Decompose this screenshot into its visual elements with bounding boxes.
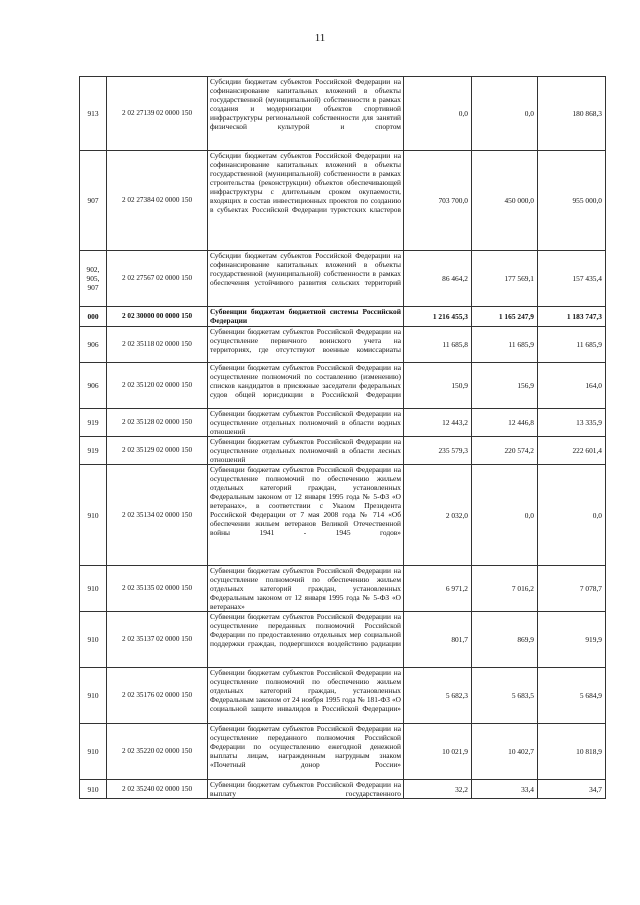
- amount-cell: 2 032,0: [404, 465, 472, 566]
- budget-code-cell: 2 02 35120 02 0000 150: [107, 363, 208, 409]
- admin-code-cell: 000: [80, 307, 107, 327]
- table-row: [80, 612, 606, 668]
- description-cell: Субвенции бюджетам субъектов Российской Федерации на осуществление переданных полномочий Российской Федерации по предоставлению отдельных мер социальной поддержки граждан, подвергшихся воздействию радиации: [208, 612, 404, 668]
- amount-cell: 0,0: [472, 77, 538, 151]
- admin-code-cell: 910: [80, 668, 107, 724]
- amount-cell: 7 078,7: [538, 566, 606, 612]
- amount-cell: 13 335,9: [538, 409, 606, 437]
- table-row: [80, 77, 606, 151]
- table-row: [80, 151, 606, 251]
- amount-cell: 32,2: [404, 780, 472, 799]
- amount-cell: 33,4: [472, 780, 538, 799]
- amount-cell: 5 682,3: [404, 668, 472, 724]
- table-row: [80, 465, 606, 566]
- amount-cell: 7 016,2: [472, 566, 538, 612]
- description-cell: Субвенции бюджетам субъектов Российской Федерации на осуществление отдельных полномочий в области лесных отношений: [208, 437, 404, 465]
- amount-cell: 11 685,9: [538, 327, 606, 363]
- amount-cell: 10 818,9: [538, 724, 606, 780]
- table-row: [80, 363, 606, 409]
- table-row: [80, 327, 606, 363]
- admin-code-cell: 919: [80, 409, 107, 437]
- table-body: [80, 77, 606, 799]
- page-number: 11: [314, 32, 326, 44]
- table-row: [80, 780, 606, 799]
- description-cell: Субвенции бюджетам субъектов Российской Федерации на осуществление полномочий по обеспечению жильем отдельных категорий граждан, установленных Федеральным законом от 24 ноября 1995 года № 181-ФЗ «О социальной защите инвалидов в Российской Федерации»: [208, 668, 404, 724]
- budget-code-cell: 2 02 35240 02 0000 150: [107, 780, 208, 799]
- description-cell: Субвенции бюджетам субъектов Российской Федерации на осуществление отдельных полномочий в области водных отношений: [208, 409, 404, 437]
- budget-table: [79, 76, 606, 799]
- amount-cell: 0,0: [472, 465, 538, 566]
- budget-code-cell: 2 02 35118 02 0000 150: [107, 327, 208, 363]
- budget-code-cell: 2 02 35129 02 0000 150: [107, 437, 208, 465]
- amount-cell: 5 683,5: [472, 668, 538, 724]
- amount-cell: 0,0: [538, 465, 606, 566]
- amount-cell: 34,7: [538, 780, 606, 799]
- table-row: [80, 251, 606, 307]
- description-cell: Субвенции бюджетам субъектов Российской Федерации на осуществление первичного воинского учета на территориях, где отсутствуют военные комиссариаты: [208, 327, 404, 363]
- amount-cell: 220 574,2: [472, 437, 538, 465]
- amount-cell: 86 464,2: [404, 251, 472, 307]
- description-cell: Субвенции бюджетам субъектов Российской Федерации на выплату государственного: [208, 780, 404, 799]
- admin-code-cell: 910: [80, 780, 107, 799]
- amount-cell: 180 868,3: [538, 77, 606, 151]
- amount-cell: 177 569,1: [472, 251, 538, 307]
- description-cell: Субсидии бюджетам субъектов Российской Федерации на софинансирование капитальных вложений в объекты государственной (муниципальной) собственности в рамках строительства (реконструкции) объектов обеспечивающей инфраструктуры с длительным сроком окупаемости, входящих в состав инвестиционных проектов по созданию в субъектах Российской Федерации туристских кластеров: [208, 151, 404, 251]
- budget-code-cell: 2 02 35134 02 0000 150: [107, 465, 208, 566]
- amount-cell: 5 684,9: [538, 668, 606, 724]
- amount-cell: 955 000,0: [538, 151, 606, 251]
- budget-code-cell: 2 02 35135 02 0000 150: [107, 566, 208, 612]
- amount-cell: 1 183 747,3: [538, 307, 606, 327]
- description-cell: Субсидии бюджетам субъектов Российской Федерации на софинансирование капитальных вложений в объекты государственной (муниципальной) собственности в рамках обеспечения устойчивого развития сельских территорий: [208, 251, 404, 307]
- amount-cell: 164,0: [538, 363, 606, 409]
- admin-code-cell: 910: [80, 612, 107, 668]
- description-cell: Субвенции бюджетам субъектов Российской Федерации на осуществление полномочий по составлению (изменению) списков кандидатов в присяжные заседатели федеральных судов общей юрисдикции в Российской Федерации: [208, 363, 404, 409]
- budget-code-cell: 2 02 35176 02 0000 150: [107, 668, 208, 724]
- amount-cell: 703 700,0: [404, 151, 472, 251]
- budget-code-cell: 2 02 35128 02 0000 150: [107, 409, 208, 437]
- budget-code-cell: 2 02 30000 00 0000 150: [107, 307, 208, 327]
- amount-cell: 157 435,4: [538, 251, 606, 307]
- amount-cell: 156,9: [472, 363, 538, 409]
- amount-cell: 10 402,7: [472, 724, 538, 780]
- description-cell: Субвенции бюджетам субъектов Российской Федерации на осуществление полномочий по обеспечению жильем отдельных категорий граждан, установленных Федеральным законом от 12 января 1995 года № 5-ФЗ «О ветеранах», в соответствии с Указом Президента Российской Федерации от 7 мая 2008 года № 714 «Об обеспечении жильем ветеранов Великой Отечественной войны 1941 - 1945 годов»: [208, 465, 404, 566]
- amount-cell: 11 685,8: [404, 327, 472, 363]
- description-cell: Субсидии бюджетам субъектов Российской Федерации на софинансирование капитальных вложений в объекты государственной (муниципальной) собственности в рамках создания и модернизации объектов спортивной инфраструктуры региональной собственности для занятий физической культурой и спортом: [208, 77, 404, 151]
- amount-cell: 222 601,4: [538, 437, 606, 465]
- amount-cell: 1 165 247,9: [472, 307, 538, 327]
- admin-code-cell: 907: [80, 151, 107, 251]
- amount-cell: 919,9: [538, 612, 606, 668]
- table-row: [80, 437, 606, 465]
- table-row: [80, 307, 606, 327]
- table-row: [80, 566, 606, 612]
- budget-code-cell: 2 02 35220 02 0000 150: [107, 724, 208, 780]
- admin-code-cell: 919: [80, 437, 107, 465]
- amount-cell: 150,9: [404, 363, 472, 409]
- table-row: [80, 724, 606, 780]
- amount-cell: 1 216 455,3: [404, 307, 472, 327]
- amount-cell: 0,0: [404, 77, 472, 151]
- admin-code-cell: 910: [80, 465, 107, 566]
- table-row: [80, 668, 606, 724]
- amount-cell: 12 443,2: [404, 409, 472, 437]
- description-cell: Субвенции бюджетам бюджетной системы Российской Федерации: [208, 307, 404, 327]
- amount-cell: 11 685,9: [472, 327, 538, 363]
- budget-code-cell: 2 02 35137 02 0000 150: [107, 612, 208, 668]
- description-cell: Субвенции бюджетам субъектов Российской Федерации на осуществление полномочий по обеспечению жильем отдельных категорий граждан, установленных Федеральным законом от 12 января 1995 года № 5-ФЗ «О ветеранах»: [208, 566, 404, 612]
- amount-cell: 12 446,8: [472, 409, 538, 437]
- table-row: [80, 409, 606, 437]
- amount-cell: 235 579,3: [404, 437, 472, 465]
- admin-code-cell: 910: [80, 566, 107, 612]
- amount-cell: 450 000,0: [472, 151, 538, 251]
- budget-code-cell: 2 02 27139 02 0000 150: [107, 77, 208, 151]
- admin-code-cell: 906: [80, 327, 107, 363]
- budget-code-cell: 2 02 27567 02 0000 150: [107, 251, 208, 307]
- amount-cell: 6 971,2: [404, 566, 472, 612]
- amount-cell: 10 021,9: [404, 724, 472, 780]
- amount-cell: 869,9: [472, 612, 538, 668]
- admin-code-cell: 910: [80, 724, 107, 780]
- admin-code-cell: 902, 905, 907: [80, 251, 107, 307]
- description-cell: Субвенции бюджетам субъектов Российской Федерации на осуществление переданного полномочия Российской Федерации по осуществлению ежегодной денежной выплаты лицам, награжденным нагрудным знаком «Почетный донор России»: [208, 724, 404, 780]
- amount-cell: 801,7: [404, 612, 472, 668]
- budget-code-cell: 2 02 27384 02 0000 150: [107, 151, 208, 251]
- admin-code-cell: 906: [80, 363, 107, 409]
- admin-code-cell: 913: [80, 77, 107, 151]
